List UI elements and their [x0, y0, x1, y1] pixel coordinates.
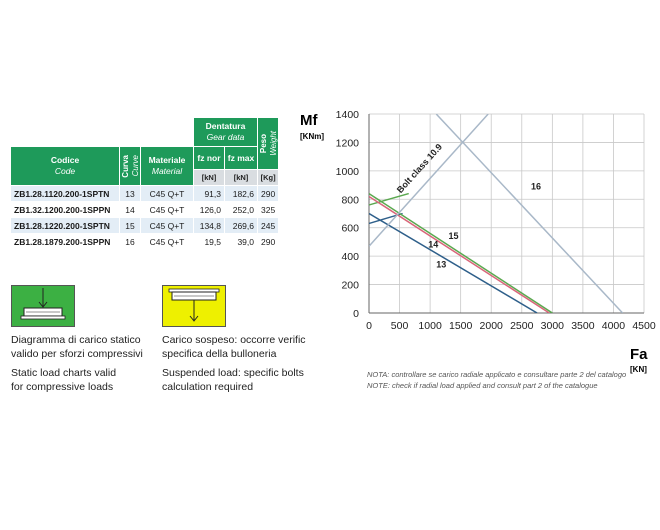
header-curve-label: Curve: [130, 155, 140, 177]
row-fz-nor: 91,3: [194, 186, 225, 202]
y-tick-label: 1000: [335, 165, 359, 178]
row-code: ZB1.32.1200.200-1SPPN: [11, 202, 120, 218]
unit-weight: [Kg]: [258, 169, 279, 185]
header-curva: Curva: [120, 154, 130, 178]
note-en: NOTE: check if radial load applied and consult part 2 of the catalogue: [367, 381, 598, 390]
y-axis-title: Mf: [300, 112, 318, 129]
y-tick-label: 0: [353, 308, 359, 320]
row-code: ZB1.28.1220.200-1SPTN: [11, 218, 120, 234]
annotation-label: 15: [448, 231, 459, 242]
row-fz-max: 182,6: [225, 186, 258, 202]
annotation-label: 14: [428, 239, 439, 250]
row-material: C45 Q+T: [141, 218, 194, 234]
y-tick-label: 1400: [335, 109, 359, 121]
y-axis-unit: [KNm]: [300, 132, 324, 141]
row-fz-max: 252,0: [225, 202, 258, 218]
series-line-bolt-class-10-9: [369, 114, 488, 246]
annotation-label: Bolt class 10.9: [394, 141, 445, 195]
annotation-label: 13: [436, 259, 447, 270]
y-tick-label: 400: [341, 251, 359, 264]
y-tick-label: 600: [341, 222, 359, 235]
header-fz-nor: fz nor: [194, 147, 225, 170]
suspended-en-line-1: Suspended load: specific bolts: [162, 367, 304, 379]
header-codice: Codice: [50, 155, 80, 165]
row-material: C45 Q+T: [141, 202, 194, 218]
row-fz-max: 39,0: [225, 234, 258, 250]
row-curve: 15: [120, 218, 141, 234]
header-code-label: Code: [54, 166, 76, 176]
note-it: NOTA: controllare se carico radiale applicato e consultare parte 2 del catalogo: [367, 370, 627, 379]
chart-annotations: [395, 142, 541, 270]
row-code: ZB1.28.1879.200-1SPPN: [11, 234, 120, 250]
x-axis-unit: [KN]: [630, 365, 647, 374]
static-en-line-1: Static load charts valid: [11, 367, 117, 379]
suspended-en-line-2: calculation required: [162, 381, 254, 393]
x-tick-label: 3500: [571, 320, 595, 332]
annotation-label: 16: [530, 181, 541, 192]
row-material: C45 Q+T: [141, 186, 194, 202]
row-fz-nor: 134,8: [194, 218, 225, 234]
y-tick-label: 800: [341, 194, 359, 207]
static-en-line-2: for compressive loads: [11, 381, 114, 393]
row-curve: 14: [120, 202, 141, 218]
row-weight: 325: [258, 202, 279, 218]
y-tick-label: 200: [341, 279, 359, 292]
chart-series: [369, 114, 623, 313]
static-it-line-2: valido per sforzi compressivi: [11, 348, 143, 360]
row-weight: 290: [258, 234, 279, 250]
x-tick-label: 1000: [418, 320, 442, 332]
row-curve: 16: [120, 234, 141, 250]
row-fz-nor: 19,5: [194, 234, 225, 250]
x-tick-label: 0: [366, 320, 372, 332]
row-fz-nor: 126,0: [194, 202, 225, 218]
header-weight-label: Weight: [268, 130, 278, 156]
row-code: ZB1.28.1120.200-1SPTN: [11, 186, 120, 202]
series-clip-group: [369, 114, 623, 313]
header-materiale: Materiale: [148, 155, 186, 165]
x-tick-label: 500: [390, 320, 409, 332]
header-dentatura: Dentatura: [205, 121, 246, 131]
x-tick-label: 1500: [448, 320, 473, 332]
suspended-it-line-1: Carico sospeso: occorre verific: [162, 334, 306, 346]
x-tick-label: 4000: [601, 320, 626, 332]
row-material: C45 Q+T: [141, 234, 194, 250]
series-line-16: [436, 114, 622, 313]
header-gear-data-label: Gear data: [206, 132, 245, 142]
unit-fz-nor: [kN]: [194, 169, 225, 185]
row-weight: 290: [258, 186, 279, 202]
x-tick-label: 4500: [632, 320, 656, 332]
suspended-it-line-2: specifica della bulloneria: [162, 348, 277, 360]
x-tick-label: 2000: [479, 320, 503, 332]
row-curve: 13: [120, 186, 141, 202]
header-material-label: Material: [151, 166, 183, 176]
series-line-14: [369, 196, 549, 313]
header-fz-max: fz max: [225, 147, 258, 170]
x-tick-label: 3000: [540, 320, 565, 332]
static-it-line-1: Diagramma di carico statico: [11, 334, 141, 346]
row-fz-max: 269,6: [225, 218, 258, 234]
y-tick-label: 1200: [335, 137, 359, 150]
x-tick-label: 2500: [510, 320, 534, 332]
row-weight: 245: [258, 218, 279, 234]
unit-fz-max: [kN]: [225, 169, 258, 185]
series-line-13: [369, 214, 537, 314]
header-peso: Peso: [258, 133, 268, 153]
x-axis-title: Fa: [630, 346, 648, 363]
